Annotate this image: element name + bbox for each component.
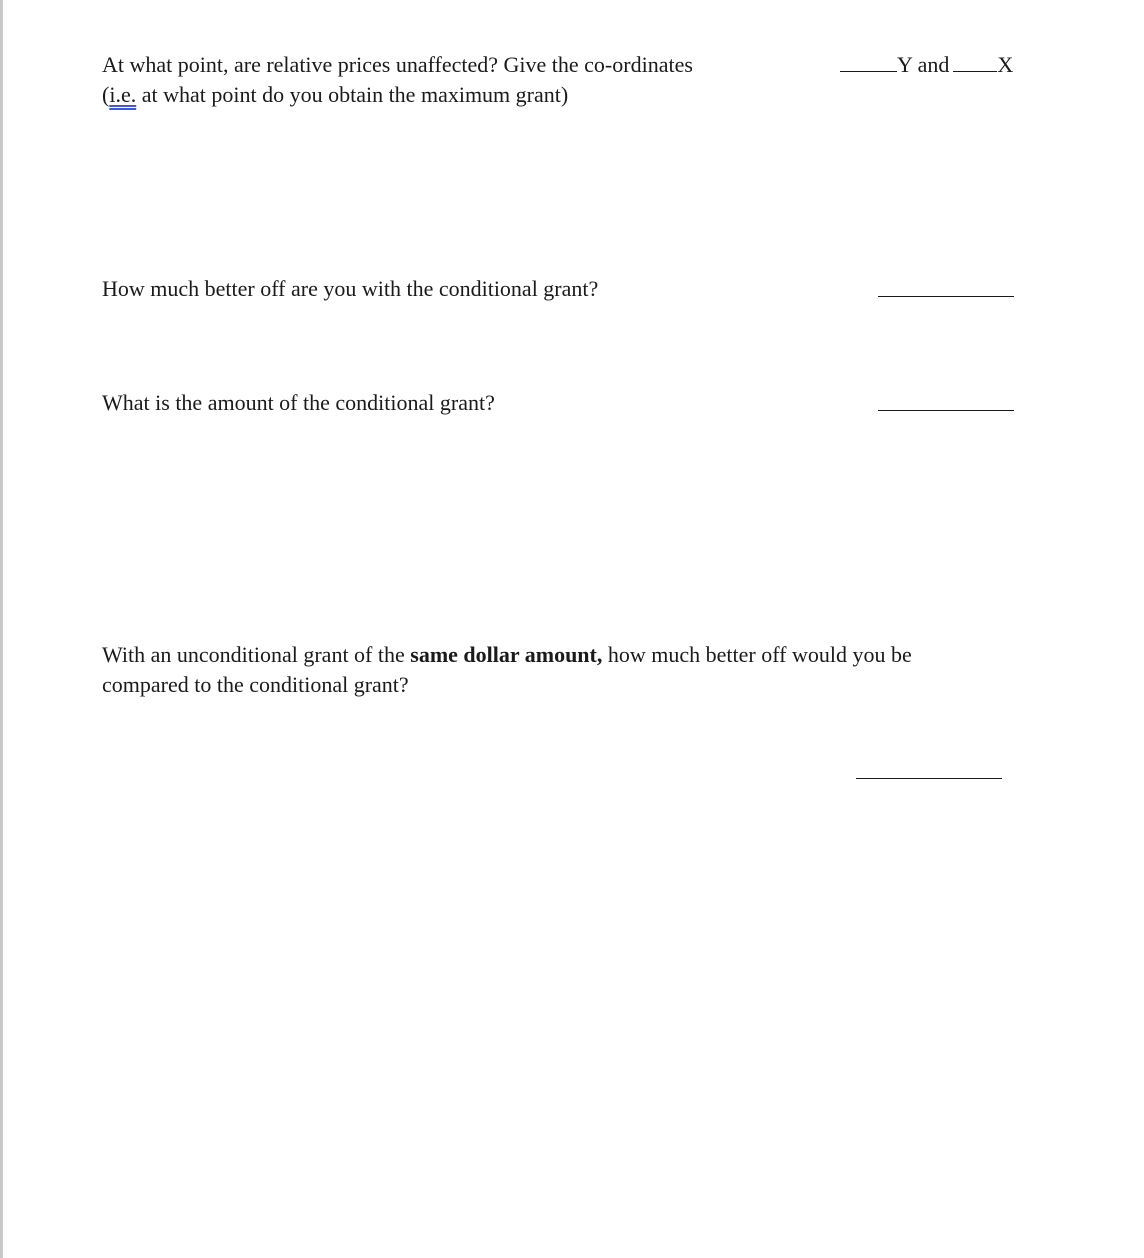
ie-abbrev: i.e.: [109, 82, 137, 107]
question-coordinates: [102, 50, 693, 110]
bold-emphasis: same dollar amount,: [410, 642, 603, 667]
page-edge: [0, 0, 3, 1258]
x-answer-blank[interactable]: [953, 51, 997, 72]
coordinates-answer: [840, 50, 1013, 80]
question-line: compared to the conditional grant?: [102, 672, 409, 697]
question-line: (i.e. at what point do you obtain the maximum grant): [102, 82, 569, 107]
question-line: With an unconditional grant of the same dollar amount, how much better off would you be: [102, 642, 912, 667]
grant-amount-answer-blank[interactable]: [878, 410, 1014, 411]
question-line: At what point, are relative prices unaffected? Give the co-ordinates: [102, 52, 693, 77]
question-line: How much better off are you with the conditional grant?: [102, 276, 599, 301]
question-grant-amount: [102, 388, 495, 418]
question-line: What is the amount of the conditional grant?: [102, 390, 495, 415]
x-label: X: [997, 52, 1014, 77]
better-off-answer-blank[interactable]: [878, 296, 1014, 297]
question-unconditional: [102, 640, 912, 700]
y-answer-blank[interactable]: [840, 51, 897, 72]
unconditional-answer-blank[interactable]: [856, 778, 1002, 779]
question-better-off: [102, 274, 598, 304]
y-label: Y and: [897, 52, 950, 77]
